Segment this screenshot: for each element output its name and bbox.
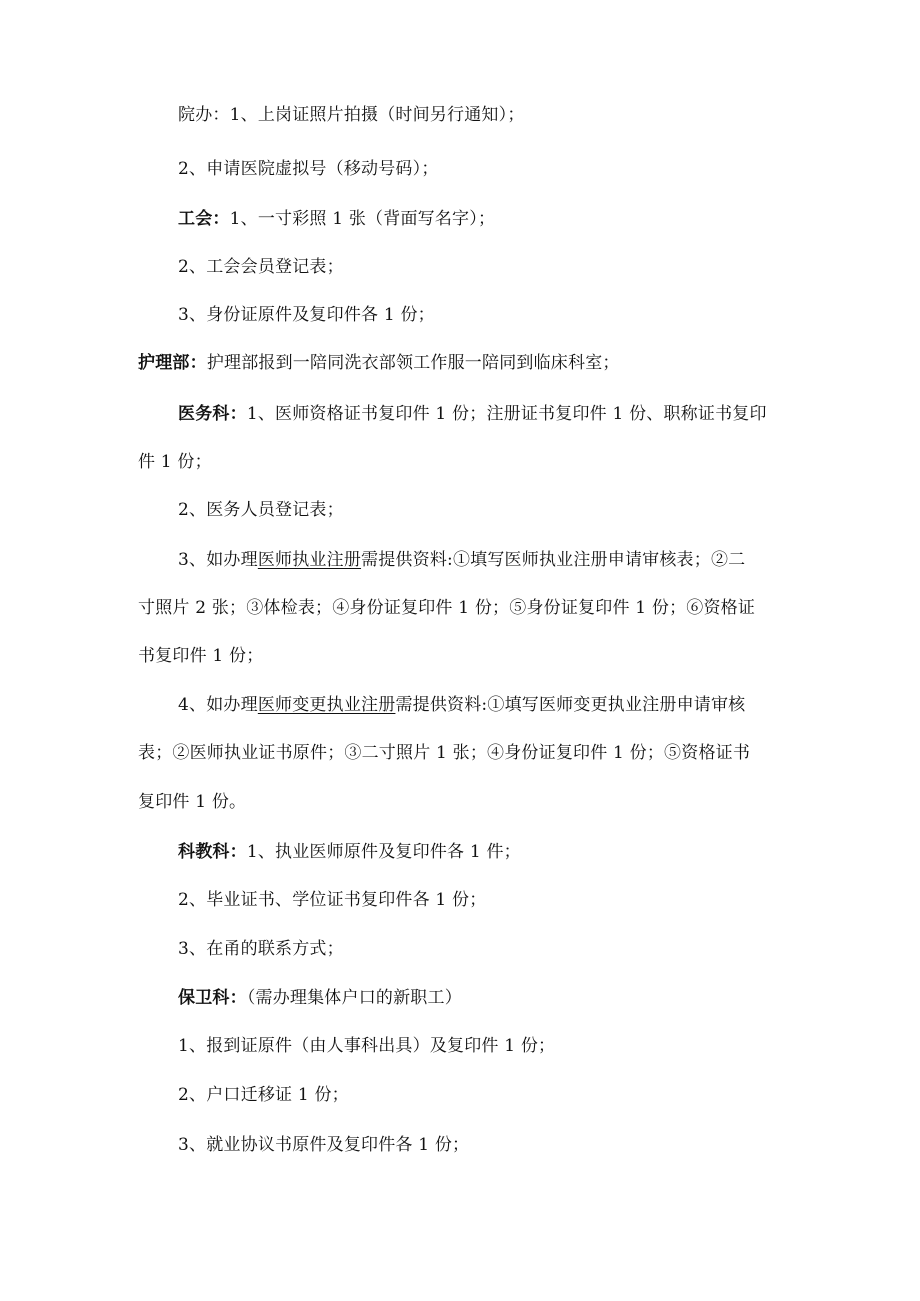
yiwuke-line-1 <box>178 402 767 426</box>
gonghui-item-2: 2、工会会员登记表； <box>178 257 344 277</box>
yiwuke-heading: 医务科： <box>178 404 247 424</box>
baoweike-note: （需办理集体户口的新职工） <box>246 988 462 1008</box>
yiwuke-item-3-underlined-term: 医师执业注册 <box>257 550 362 570</box>
yiwuke-item-1-line-1: 1、医师资格证书复印件 1 份；注册证书复印件 1 份、职称证书复印 <box>246 404 767 424</box>
yiwuke-item-3-prefix: 3、如办理 <box>178 550 258 570</box>
yiwuke-item-1-line-2: 件 1 份； <box>138 452 212 472</box>
kejiaoke-item-1: 1、执业医师原件及复印件各 1 件； <box>246 842 521 862</box>
hulibu-heading: 护理部： <box>138 353 207 373</box>
yiwuke-item-3-line-2: 寸照片 2 张；③体检表；④身份证复印件 1 份；⑤身份证复印件 1 份；⑥资格证 <box>138 598 756 618</box>
yuanban-item-1: 1、上岗证照片拍摄（时间另行通知）； <box>229 105 525 125</box>
yiwuke-item-3-line-1 <box>178 548 745 572</box>
baoweike-line-1 <box>178 986 462 1010</box>
yuanban-heading: 院办： <box>178 105 230 125</box>
yiwuke-item-4-prefix: 4、如办理 <box>178 695 258 715</box>
yiwuke-item-4-suffix: 需提供资料:①填写医师变更执业注册申请审核 <box>395 695 746 715</box>
hulibu-text: 护理部报到一陪同洗衣部领工作服一陪同到临床科室； <box>206 353 620 373</box>
yiwuke-item-4-line-1 <box>178 693 745 717</box>
baoweike-item-1: 1、报到证原件（由人事科出具）及复印件 1 份； <box>178 1036 556 1056</box>
hulibu-line <box>138 351 620 375</box>
yiwuke-item-2: 2、医务人员登记表； <box>178 500 344 520</box>
yiwuke-item-3-suffix: 需提供资料:①填写医师执业注册申请审核表；②二 <box>361 550 746 570</box>
baoweike-item-3: 3、就业协议书原件及复印件各 1 份； <box>178 1135 470 1155</box>
baoweike-item-2: 2、户口迁移证 1 份； <box>178 1085 349 1105</box>
kejiaoke-line-1 <box>178 840 521 864</box>
yiwuke-item-4-line-3: 复印件 1 份。 <box>138 792 247 812</box>
yiwuke-item-4-underlined-term: 医师变更执业注册 <box>257 695 396 715</box>
kejiaoke-heading: 科教科： <box>178 842 247 862</box>
gonghui-line-1 <box>178 207 495 231</box>
gonghui-heading: 工会： <box>178 209 230 229</box>
yuanban-item-2: 2、申请医院虚拟号（移动号码）； <box>178 159 439 179</box>
gonghui-item-3: 3、身份证原件及复印件各 1 份； <box>178 305 435 325</box>
yiwuke-item-3-line-3: 书复印件 1 份； <box>138 646 264 666</box>
kejiaoke-item-3: 3、在甬的联系方式； <box>178 939 344 959</box>
kejiaoke-item-2: 2、毕业证书、学位证书复印件各 1 份； <box>178 890 487 910</box>
yuanban-line-1 <box>178 103 525 127</box>
gonghui-item-1: 1、一寸彩照 1 张（背面写名字）； <box>229 209 496 229</box>
yiwuke-item-4-line-2: 表；②医师执业证书原件；③二寸照片 1 张；④身份证复印件 1 份；⑤资格证书 <box>138 743 751 763</box>
baoweike-heading: 保卫科： <box>178 988 247 1008</box>
